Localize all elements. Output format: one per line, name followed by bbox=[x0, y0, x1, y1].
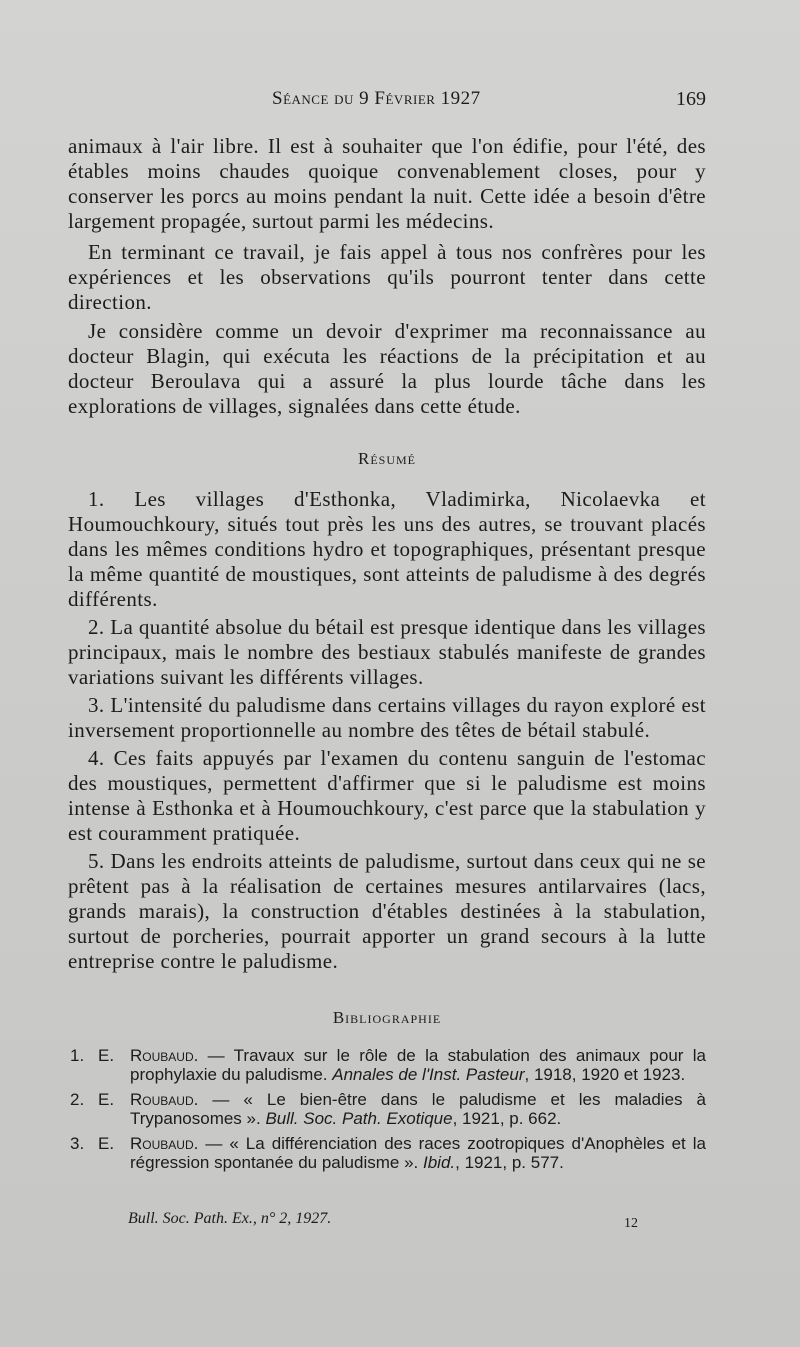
entry-number: 2. bbox=[70, 1090, 85, 1109]
entry-author: Roubaud. bbox=[130, 1134, 199, 1153]
bibliography-entry bbox=[68, 1134, 706, 1172]
entry-author: Roubaud. bbox=[130, 1090, 199, 1109]
bibliography-list bbox=[68, 1046, 706, 1172]
page-footer bbox=[128, 1210, 638, 1240]
entry-number: 1. bbox=[70, 1046, 85, 1065]
bibliography-entry bbox=[68, 1046, 706, 1084]
entry-title: — « Le bien-être dans le paludisme et les maladies à Trypanosomes ». bbox=[130, 1090, 706, 1128]
entry-title: — Travaux sur le rôle de la stabulation des animaux pour la prophylaxie du paludisme. bbox=[130, 1046, 706, 1084]
entry-journal: Ibid. bbox=[422, 1153, 456, 1172]
resume-item: 2. La quantité absolue du bétail est presque identique dans les villages principaux, mais le nombre des bestiaux stabulés manifeste de grandes variations suivant les différents villages. bbox=[68, 615, 706, 689]
bibliography-heading: Bibliographie bbox=[332, 1008, 442, 1027]
resume-heading: Résumé bbox=[357, 449, 416, 468]
entry-initial: E. bbox=[98, 1134, 115, 1153]
entry-title: — « La différenciation des races zootropiques d'Anophèles et la régression spontanée du paludisme ». bbox=[130, 1134, 706, 1172]
body-paragraph: Je considère comme un devoir d'exprimer ma reconnaissance au docteur Blagin, qui exécuta les réactions de la précipitation et au docteur Beroulava qui a assuré la plus lourde tâche dans les explorations de villages, signalées dans cette étude. bbox=[68, 319, 706, 418]
entry-details: , 1921, p. 662. bbox=[452, 1109, 562, 1128]
resume-item: 4. Ces faits appuyés par l'examen du contenu sanguin de l'estomac des moustiques, permettent d'affirmer que si le paludisme est moins intense à Esthonka et à Houmouchkoury, c'est parce que la stabulation y est couramment pratiquée. bbox=[68, 746, 706, 845]
resume-item: 1. Les villages d'Esthonka, Vladimirka, Nicolaevka et Houmouchkoury, situés tout près les uns des autres, se trouvant placés dans les mêmes conditions hydro et topographiques, présentant presque la même quantité de moustiques, sont atteints de paludisme à des degrés différents. bbox=[68, 487, 706, 611]
page-header bbox=[72, 88, 712, 118]
sheet-signature: 12 bbox=[624, 1216, 638, 1231]
resume-section bbox=[68, 487, 706, 974]
entry-initial: E. bbox=[98, 1046, 115, 1065]
resume-item: 3. L'intensité du paludisme dans certains villages du rayon exploré est inversement proportionnelle au nombre des têtes de bétail stabulé. bbox=[68, 693, 706, 742]
footer-citation: Bull. Soc. Path. Ex., n° 2, 1927. bbox=[128, 1210, 332, 1227]
entry-author: Roubaud. bbox=[130, 1046, 199, 1065]
entry-details: , 1921, p. 577. bbox=[455, 1153, 564, 1172]
bibliography-entry bbox=[68, 1090, 706, 1128]
entry-journal: Bull. Soc. Path. Exotique bbox=[265, 1109, 453, 1128]
page-number: 169 bbox=[676, 88, 706, 110]
running-head: Séance du 9 Février 1927 bbox=[272, 88, 481, 109]
entry-journal: Annales de l'Inst. Pasteur bbox=[332, 1065, 525, 1084]
body-paragraph: animaux à l'air libre. Il est à souhaiter que l'on édifie, pour l'été, des étables moins chaudes quoique convenablement closes, pour y conserver les porcs au moins pendant la nuit. Cette idée a besoin d'être largement propagée, surtout parmi les médecins. bbox=[68, 134, 706, 233]
entry-details: , 1918, 1920 et 1923. bbox=[524, 1065, 686, 1084]
entry-initial: E. bbox=[98, 1090, 115, 1109]
main-text bbox=[68, 134, 706, 1178]
resume-item: 5. Dans les endroits atteints de paludisme, surtout dans ceux qui ne se prêtent pas à la réalisation de certaines mesures antilarvaires (lacs, grands marais), la construction d'étables destinées à la stabulation, surtout de porcheries, pourrait apporter un grand secours à la lutte entreprise contre le paludisme. bbox=[68, 849, 706, 973]
body-paragraph: En terminant ce travail, je fais appel à tous nos confrères pour les expériences et les observations qu'ils pourront tenter dans cette direction. bbox=[68, 240, 706, 314]
entry-number: 3. bbox=[70, 1134, 85, 1153]
